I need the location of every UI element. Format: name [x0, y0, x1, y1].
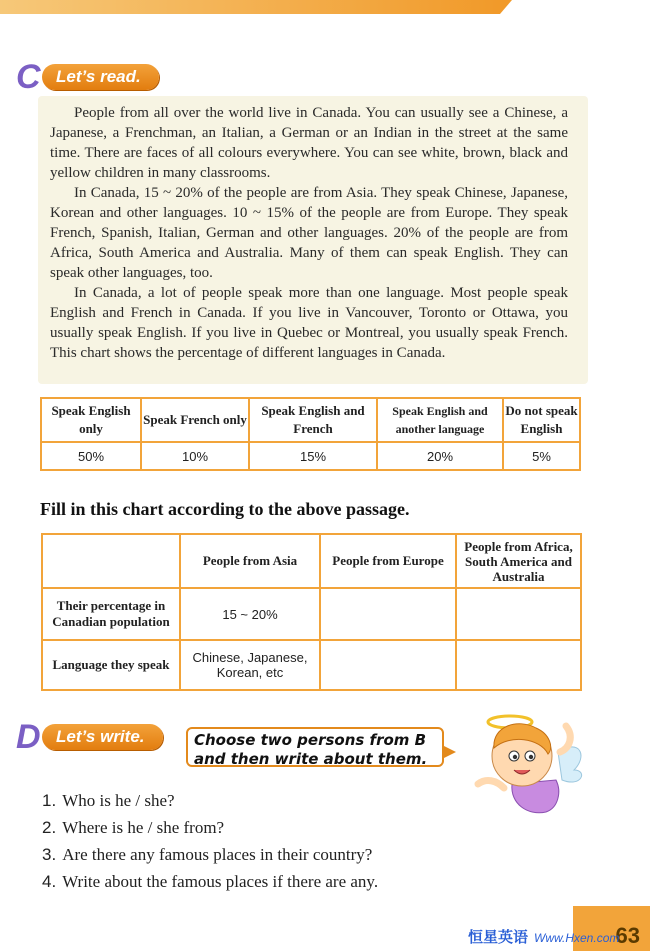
- section-c-title: Let’s read.: [42, 64, 159, 90]
- section-d-title: Let’s write.: [42, 724, 163, 750]
- question-number: 1.: [42, 791, 57, 810]
- table-header-cell: Speak English and another language: [377, 398, 503, 442]
- table-row: [42, 588, 581, 640]
- table-cell: 5%: [503, 442, 580, 470]
- table-header-cell: People from Asia: [180, 534, 320, 588]
- page-number: 63: [615, 923, 640, 948]
- table-header-cell: [42, 534, 180, 588]
- table-header-cell: Speak English only: [41, 398, 141, 442]
- list-item: [42, 841, 378, 868]
- list-item: [42, 787, 378, 814]
- top-decor-bar: [0, 0, 500, 14]
- table-header-row: [42, 534, 581, 588]
- question-text: Write about the famous places if there are any.: [62, 872, 379, 891]
- list-item: [42, 868, 378, 895]
- answer-cell[interactable]: [320, 588, 456, 640]
- row-label: Language they speak: [42, 640, 180, 690]
- passage-paragraph: People from all over the world live in Canada. You can usually see a Chinese, a Japanese, a Frenchman, an Italian, a German or an Indian in the street at the same time. There are faces of all colours everywhere. You can see white, brown, black and yellow children in many classrooms.: [50, 105, 568, 181]
- section-c-header: [16, 58, 186, 96]
- table-header-row: [41, 398, 580, 442]
- table-header-cell: Speak French only: [141, 398, 249, 442]
- language-percentage-table: [40, 397, 581, 471]
- table-header-cell: Do not speak English: [503, 398, 580, 442]
- question-number: 2.: [42, 818, 57, 837]
- answer-cell[interactable]: [456, 640, 581, 690]
- question-text: Are there any famous places in their country?: [62, 845, 373, 864]
- speech-bubble: Choose two persons from B and then write about them.: [186, 727, 444, 767]
- row-label: Their percentage in Canadian population: [42, 588, 180, 640]
- section-d-letter: D: [16, 718, 41, 756]
- table-row: [42, 640, 581, 690]
- question-text: Who is he / she?: [62, 791, 175, 810]
- writing-questions: [42, 787, 378, 895]
- table-cell: 15%: [249, 442, 377, 470]
- table-cell: 15 ~ 20%: [180, 588, 320, 640]
- fill-in-table: [41, 533, 582, 691]
- table-header-cell: Speak English and French: [249, 398, 377, 442]
- section-d-header: [16, 718, 186, 756]
- table-cell: Chinese, Japanese, Korean, etc: [180, 640, 320, 690]
- footer-brand: 恒星英语: [468, 929, 529, 946]
- question-number: 4.: [42, 872, 57, 891]
- table-header-cell: People from Africa, South America and Australia: [456, 534, 581, 588]
- passage-paragraph: In Canada, 15 ~ 20% of the people are from Asia. They speak Chinese, Japanese, Korean and other languages. 10 ~ 15% of the people are from Europe. They speak French, Spanish, Italian, German and other languages. 20% of the people are from Africa, South America and Australia. Many of them can speak English. They can speak other languages, too.: [50, 185, 568, 281]
- angel-illustration-icon: [470, 708, 590, 820]
- table-cell: 20%: [377, 442, 503, 470]
- answer-cell[interactable]: [320, 640, 456, 690]
- table-cell: 10%: [141, 442, 249, 470]
- question-text: Where is he / she from?: [62, 818, 225, 837]
- fill-instruction: Fill in this chart according to the above passage.: [40, 499, 410, 519]
- footer-url: Www.Hxen.com: [534, 931, 620, 945]
- table-cell: 50%: [41, 442, 141, 470]
- passage-paragraph: In Canada, a lot of people speak more than one language. Most people speak English and French in Canada. If you live in Vancouver, Toronto or Ottawa, you usually speak English. If you live in Quebec or Montreal, you usually speak French. This chart shows the percentage of different languages in Canada.: [50, 285, 568, 361]
- question-number: 3.: [42, 845, 57, 864]
- footer-watermark: [468, 926, 619, 947]
- answer-cell[interactable]: [456, 588, 581, 640]
- list-item: [42, 814, 378, 841]
- table-row: [41, 442, 580, 470]
- section-c-letter: C: [16, 58, 41, 96]
- reading-passage: [50, 103, 568, 363]
- table-header-cell: People from Europe: [320, 534, 456, 588]
